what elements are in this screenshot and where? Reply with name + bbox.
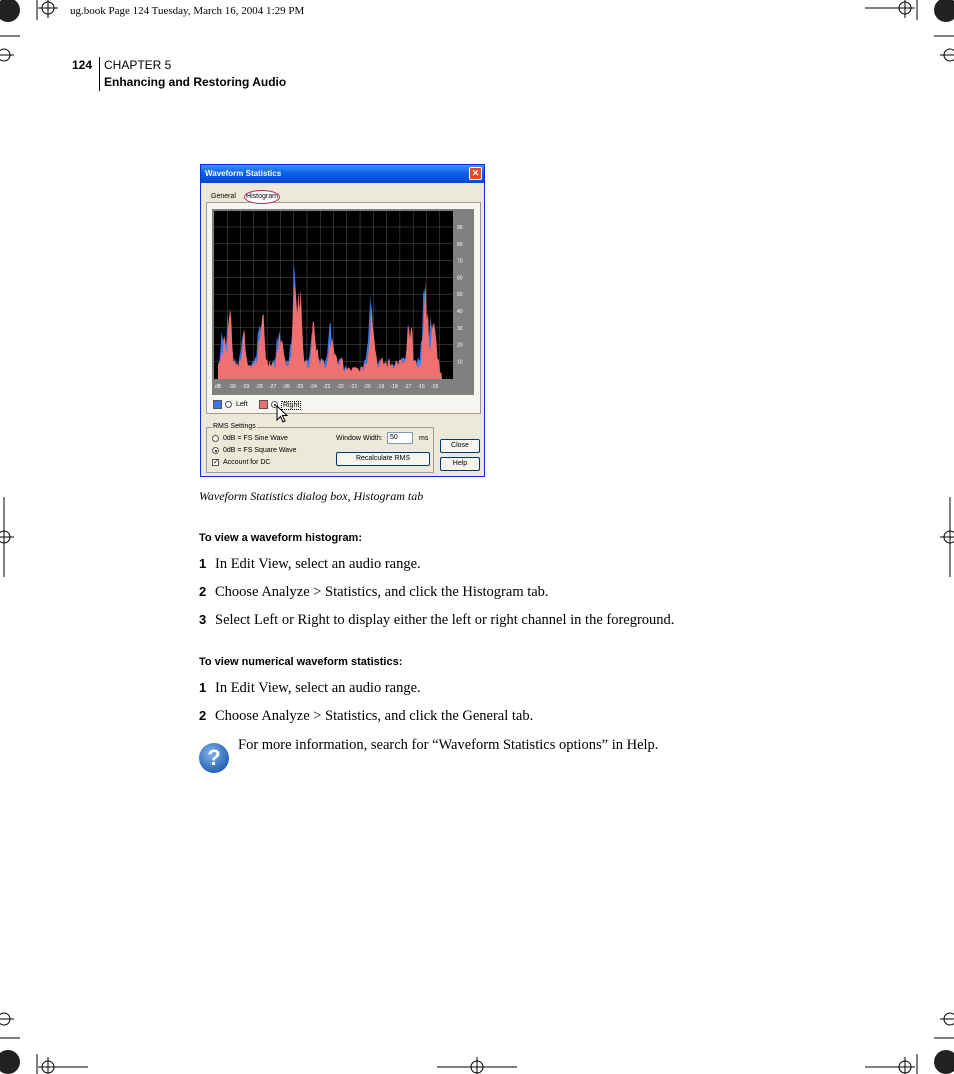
sine-wave-label: 0dB = FS Sine Wave [223, 435, 288, 442]
waveform-statistics-dialog [200, 164, 485, 477]
histogram-chart [212, 209, 474, 395]
y-tick-label: 70 [457, 258, 463, 265]
help-button[interactable]: Help [440, 457, 480, 471]
account-dc-label: Account for DC [223, 459, 271, 466]
step: 2 Choose Analyze > Statistics, and click the Histogram tab. [199, 584, 549, 600]
x-tick-label: -28 [255, 384, 263, 390]
account-dc-checkbox[interactable]: ✓ [213, 459, 219, 466]
window-width-label: Window Width: [336, 435, 383, 442]
x-tick-label: -23 [323, 384, 331, 390]
y-tick-label: 80 [457, 241, 463, 248]
x-tick-label: -15 [431, 384, 439, 390]
close-button[interactable]: Close [440, 439, 480, 453]
chapter-label: CHAPTER 5 [104, 58, 172, 72]
x-tick-label: -19 [377, 384, 385, 390]
right-label: Right [283, 402, 300, 409]
help-icon: ? [199, 743, 229, 773]
x-tick-label: -22 [336, 384, 344, 390]
step: 3 Select Left or Right to display either the left or right channel in the foreground. [199, 612, 675, 628]
recalculate-rms-button[interactable]: Recalculate RMS [336, 452, 430, 466]
y-tick-label: 40 [457, 309, 463, 315]
dialog-titlebar [201, 165, 484, 183]
x-tick-label: -30 [228, 384, 236, 390]
x-tick-label: -29 [242, 384, 250, 390]
y-tick-label: 20 [457, 342, 463, 349]
left-label: Left [236, 401, 248, 408]
y-tick-label: 30 [457, 325, 463, 332]
left-color-swatch [213, 400, 222, 409]
step: 2 Choose Analyze > Statistics, and click the General tab. [199, 708, 534, 724]
y-tick-label: 10 [457, 359, 463, 366]
print-slug: ug.book Page 124 Tuesday, March 16, 2004 1:29 PM [70, 5, 305, 17]
left-radio[interactable] [225, 401, 232, 408]
square-wave-radio[interactable] [212, 447, 219, 454]
x-tick-label: -18 [390, 384, 398, 390]
x-tick-label: -26 [282, 384, 290, 390]
right-color-swatch [259, 400, 268, 409]
sine-wave-radio[interactable] [212, 435, 219, 442]
window-width-unit: ms [419, 435, 429, 442]
help-note: For more information, search for “Waveform Statistics options” in Help. [238, 737, 659, 753]
y-tick-label: 90 [457, 225, 463, 231]
x-tick-label: -25 [296, 384, 304, 390]
histogram-svg [212, 209, 474, 395]
procedure-heading: To view a waveform histogram: [199, 532, 363, 544]
y-tick-label: 60 [457, 275, 463, 282]
dialog-title: Waveform Statistics [205, 169, 282, 178]
page-number: 124 [72, 58, 93, 72]
x-tick-label: -20 [363, 384, 371, 390]
square-wave-label: 0dB = FS Square Wave [223, 447, 297, 454]
step: 1 In Edit View, select an audio range. [199, 680, 421, 696]
x-tick-label: -27 [269, 384, 277, 390]
rms-settings-label: RMS Settings [213, 423, 256, 430]
chapter-title: Enhancing and Restoring Audio [104, 75, 287, 89]
window-width-input[interactable]: 50 [387, 432, 413, 444]
mouse-cursor-icon [276, 405, 288, 425]
figure-caption: Waveform Statistics dialog box, Histogram tab [199, 489, 424, 503]
tab-histogram[interactable]: Histogram [244, 190, 280, 204]
step: 1 In Edit View, select an audio range. [199, 556, 421, 572]
close-icon[interactable]: ✕ [469, 167, 482, 180]
procedure-heading: To view numerical waveform statistics: [199, 656, 403, 668]
tab-general[interactable]: General [211, 193, 236, 200]
x-tick-label: -17 [404, 384, 412, 390]
y-tick-label: 50 [457, 292, 463, 299]
x-tick-label: dB [215, 384, 222, 390]
x-tick-label: -21 [350, 384, 358, 390]
x-tick-label: -24 [309, 384, 317, 390]
x-tick-label: -16 [417, 384, 425, 390]
header-rule [99, 57, 100, 91]
